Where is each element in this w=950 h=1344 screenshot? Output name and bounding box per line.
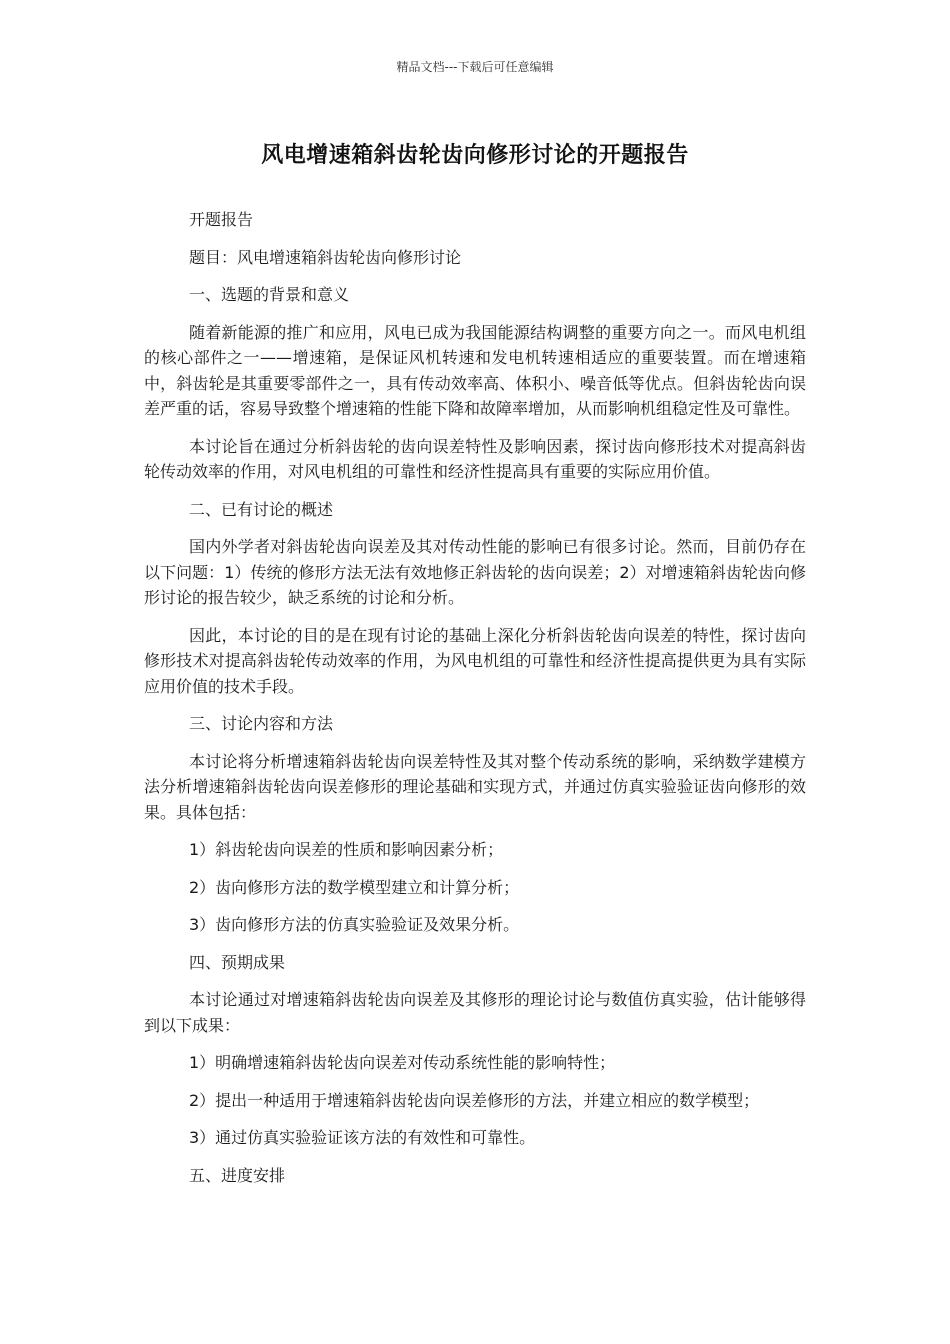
body-paragraph: 国内外学者对斜齿轮齿向误差及其对传动性能的影响已有很多讨论。然而，目前仍存在以下问题：1）传统的修形方法无法有效地修正斜齿轮的齿向误差；2）对增速箱斜齿轮齿向修形讨论的报告较少，缺乏系统的讨论和分析。 <box>144 537 806 607</box>
list-item: 3）齿向修形方法的仿真实验验证及效果分析。 <box>189 915 520 934</box>
page-header-note: 精品文档---下载后可任意编辑 <box>396 60 554 74</box>
list-item: 1）明确增速箱斜齿轮齿向误差对传动系统性能的影响特性； <box>189 1053 616 1072</box>
section-heading: 五、进度安排 <box>189 1165 286 1185</box>
list-item: 2）齿向修形方法的数学模型建立和计算分析； <box>189 877 520 897</box>
section-heading: 三、讨论内容和方法 <box>189 714 334 733</box>
body-paragraph: 本讨论将分析增速箱斜齿轮齿向误差特性及其对整个传动系统的影响，采纳数学建模方法分析增速箱斜齿轮齿向误差修形的理论基础和实现方式，并通过仿真实验验证齿向修形的效果。具体包括： <box>144 751 806 822</box>
document-title: 风电增速箱斜齿轮齿向修形讨论的开题报告 <box>261 143 689 168</box>
section-heading: 二、已有讨论的概述 <box>189 499 334 519</box>
section-heading: 一、选题的背景和意义 <box>189 285 350 304</box>
document-body <box>144 207 806 1200</box>
list-item: 2）提出一种适用于增速箱斜齿轮齿向误差修形的方法，并建立相应的数学模型； <box>189 1090 760 1110</box>
topic-line: 题目：风电增速箱斜齿轮齿向修形讨论 <box>189 247 462 267</box>
section-label: 开题报告 <box>189 210 254 229</box>
body-paragraph: 随着新能源的推广和应用，风电已成为我国能源结构调整的重要方向之一。而风电机组的核心部件之一——增速箱，是保证风机转速和发电机转速相适应的重要装置。而在增速箱中，斜齿轮是其重要零部件之一，具有传动效率高、体积小、噪音低等优点。但斜齿轮齿向误差严重的话，容易导致整个增速箱的性能下降和故障率增加，从而影响机组稳定性及可靠性。 <box>144 322 806 418</box>
body-paragraph: 本讨论通过对增速箱斜齿轮齿向误差及其修形的理论讨论与数值仿真实验，估计能够得到以下成果： <box>144 990 806 1035</box>
list-item: 1）斜齿轮齿向误差的性质和影响因素分析； <box>189 840 504 859</box>
body-paragraph: 因此，本讨论的目的是在现有讨论的基础上深化分析斜齿轮齿向误差的特性，探讨齿向修形技术对提高斜齿轮传动效率的作用，为风电机组的可靠性和经济性提高提供更为具有实际应用价值的技术手段。 <box>144 625 806 696</box>
list-item: 3）通过仿真实验验证该方法的有效性和可靠性。 <box>189 1128 536 1147</box>
section-heading: 四、预期成果 <box>189 952 286 972</box>
body-paragraph: 本讨论旨在通过分析斜齿轮的齿向误差特性及影响因素，探讨齿向修形技术对提高斜齿轮传动效率的作用，对风电机组的可靠性和经济性提高具有重要的实际应用价值。 <box>144 436 806 481</box>
